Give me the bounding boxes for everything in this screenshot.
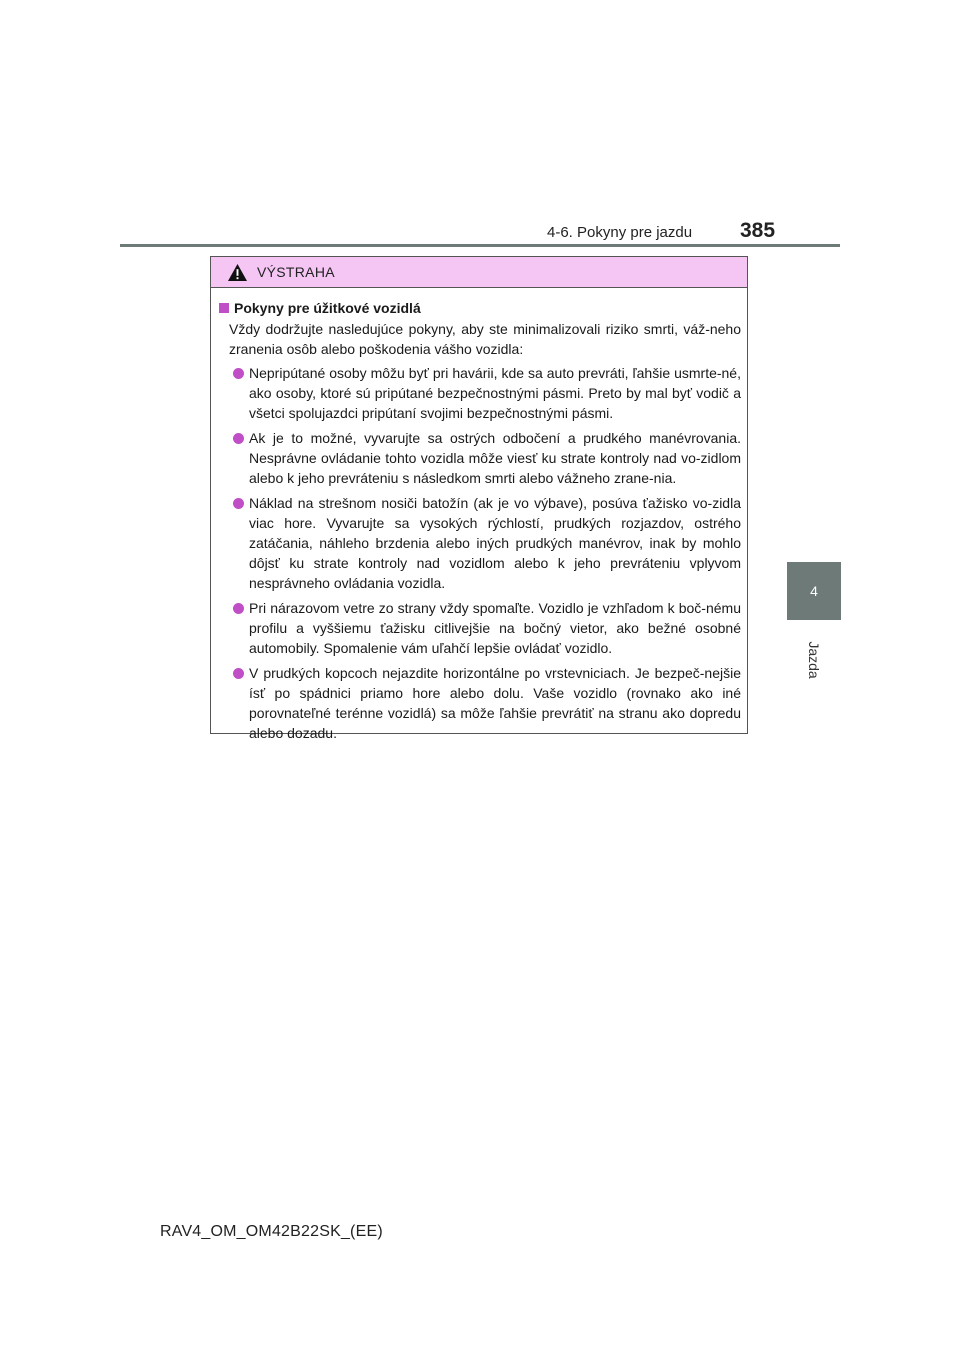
square-bullet-icon <box>219 303 229 313</box>
bullet-dot-icon <box>233 668 244 679</box>
warning-box <box>210 256 748 741</box>
list-item-text: Pri nárazovom vetre zo strany vždy spomaľte. Vozidlo je vzhľadom k boč-nému profilu a vyššiemu ťažisku citlivejšie na bočný vietor, ako bežné osobné automobily. Spomalenie vám uľahčí lepšie ovládať vozidlo. <box>249 600 741 656</box>
bullet-dot-icon <box>233 433 244 444</box>
chapter-number: 4 <box>810 583 818 599</box>
intro-text: Vždy dodržujte nasledujúce pokyny, aby ste minimalizovali riziko smrti, váž-neho zranenia osôb alebo poškodenia vášho vozidla: <box>229 321 741 357</box>
list-item <box>219 428 741 488</box>
section-heading <box>219 298 741 318</box>
list-item <box>219 598 741 658</box>
chapter-label: Jazda <box>806 641 822 679</box>
bullet-dot-icon <box>233 368 244 379</box>
warning-body <box>211 288 747 743</box>
section-heading-text: Pokyny pre úžitkové vozidlá <box>234 300 421 316</box>
document-code: RAV4_OM_OM42B22SK_(EE) <box>160 1223 383 1240</box>
list-item <box>219 493 741 593</box>
chapter-tab <box>787 562 841 620</box>
list-item-text: Nepripútané osoby môžu byť pri havárii, kde sa auto prevráti, ľahšie usmrte-né, ako osoby, ktoré sú pripútané bezpečnostnými pásmi. Preto by mal byť vodič a všetci spolujazdci pripútaní svojimi bezpečnostnými pásmi. <box>249 365 741 421</box>
list-item-text: Náklad na strešnom nosiči batožín (ak je vo výbave), posúva ťažisko vo-zidla viac hore. Vyvarujte sa vysokých rýchlostí, prudkých rozjazdov, ostrého zatáčania, náhleho brzdenia alebo iných prudkých manévrov, inak by mohlo dôjsť ku strate kontroly nad vozidlom alebo k jeho prevráteniu vplyvom nesprávneho ovládania vozidla. <box>249 495 741 591</box>
list-item-text: V prudkých kopcoch nejazdite horizontálne po vrstevniciach. Je bezpeč-nejšie ísť po spádnici priamo hore alebo dolu. Vaše vozidlo (rovnako ako iné porovnateľné terénne vozidlá) sa môže ľahšie prevrátiť na stranu ako dopredu alebo dozadu. <box>249 665 741 741</box>
warning-triangle-icon <box>227 263 248 282</box>
header-divider <box>120 244 840 247</box>
page-number: 385 <box>740 219 776 242</box>
warning-list <box>219 363 741 743</box>
warning-title: VÝSTRAHA <box>257 264 335 280</box>
section-title: 4-6. Pokyny pre jazdu <box>547 224 693 241</box>
bullet-dot-icon <box>233 603 244 614</box>
warning-header <box>211 257 747 288</box>
bullet-dot-icon <box>233 498 244 509</box>
list-item <box>219 663 741 743</box>
list-item-text: Ak je to možné, vyvarujte sa ostrých odbočení a prudkého manévrovania. Nesprávne ovládanie tohto vozidla môže viesť ku strate kontroly nad vo-zidlom alebo k jeho prevráteniu s následkom smrti alebo vážneho zrane-nia. <box>249 430 741 486</box>
list-item <box>219 363 741 423</box>
